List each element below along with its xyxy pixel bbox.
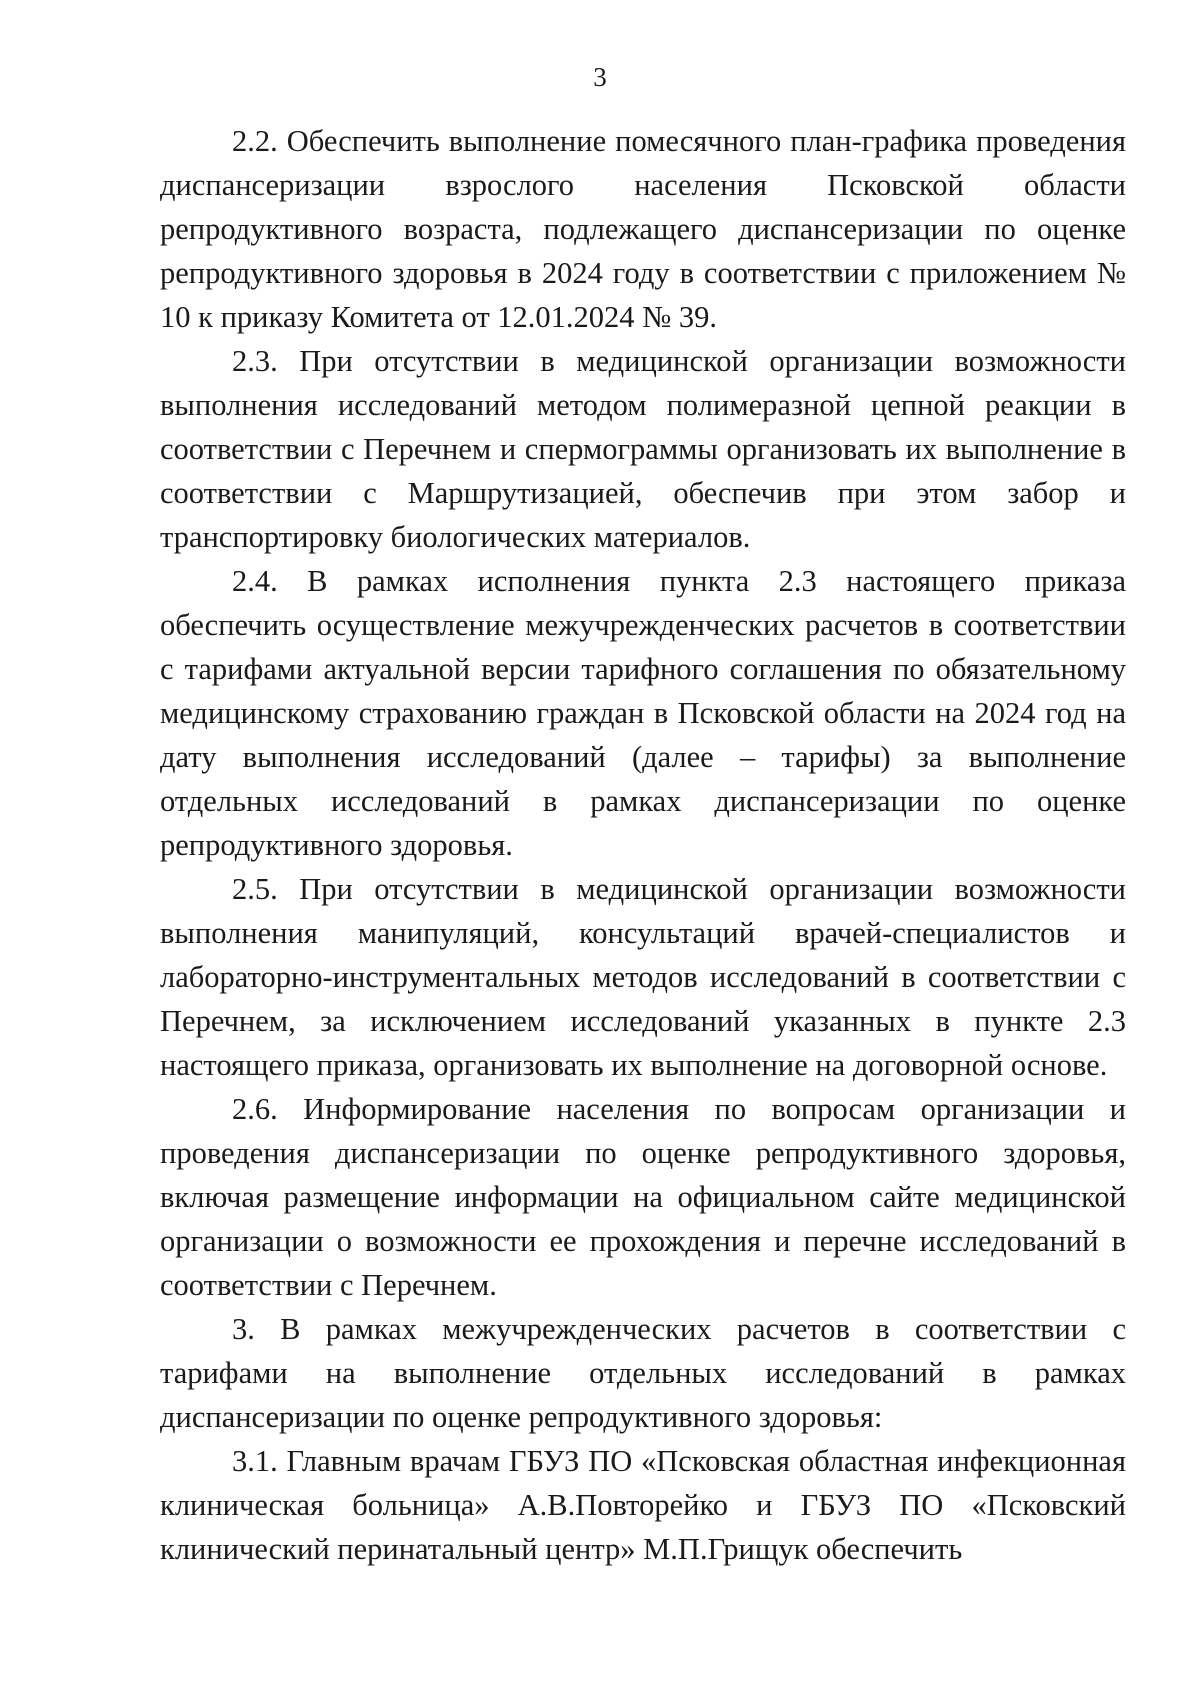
paragraph-2-5: 2.5. При отсутствии в медицинской организации возможности выполнения манипуляций, консультаций врачей-специалистов и лабораторно-инструментальных методов исследований в соответствии с Перечнем, за исключением исследований указанных в пункте 2.3 настоящего приказа, организовать их выполнение на договорной основе.	[160, 872, 1126, 1082]
paragraph-2-3: 2.3. При отсутствии в медицинской организации возможности выполнения исследований методом полимеразной цепной реакции в соответствии с Перечнем и спермограммы организовать их выполнение в соответствии с Маршрутизацией, обеспечив при этом забор и транспортировку биологических материалов.	[160, 344, 1126, 554]
paragraph-2-6: 2.6. Информирование населения по вопросам организации и проведения диспансеризации по оценке репродуктивного здоровья, включая размещение информации на официальном сайте медицинской организации о возможности ее прохождения и перечне исследований в соответствии с Перечнем.	[160, 1092, 1126, 1302]
paragraph-3-1: 3.1. Главным врачам ГБУЗ ПО «Псковская областная инфекционная клиническая больница» А.В.Повторейко и ГБУЗ ПО «Псковский клинический перинатальный центр» М.П.Грищук обеспечить	[160, 1444, 1126, 1566]
paragraph-2-4: 2.4. В рамках исполнения пункта 2.3 настоящего приказа обеспечить осуществление межучрежденческих расчетов в соответствии с тарифами актуальной версии тарифного соглашения по обязательному медицинскому страхованию граждан в Псковской области на 2024 год на дату выполнения исследований (далее – тарифы) за выполнение отдельных исследований в рамках диспансеризации по оценке репродуктивного здоровья.	[160, 564, 1126, 862]
paragraph-2-2: 2.2. Обеспечить выполнение помесячного план-графика проведения диспансеризации взрослого населения Псковской области репродуктивного возраста, подлежащего диспансеризации по оценке репродуктивного здоровья в 2024 году в соответствии с приложением № 10 к приказу Комитета от 12.01.2024 № 39.	[160, 124, 1126, 334]
paragraph-3: 3. В рамках межучрежденческих расчетов в соответствии с тарифами на выполнение отдельных исследований в рамках диспансеризации по оценке репродуктивного здоровья:	[160, 1312, 1126, 1434]
page-number: 3	[593, 62, 607, 92]
document-body	[160, 119, 1126, 1571]
